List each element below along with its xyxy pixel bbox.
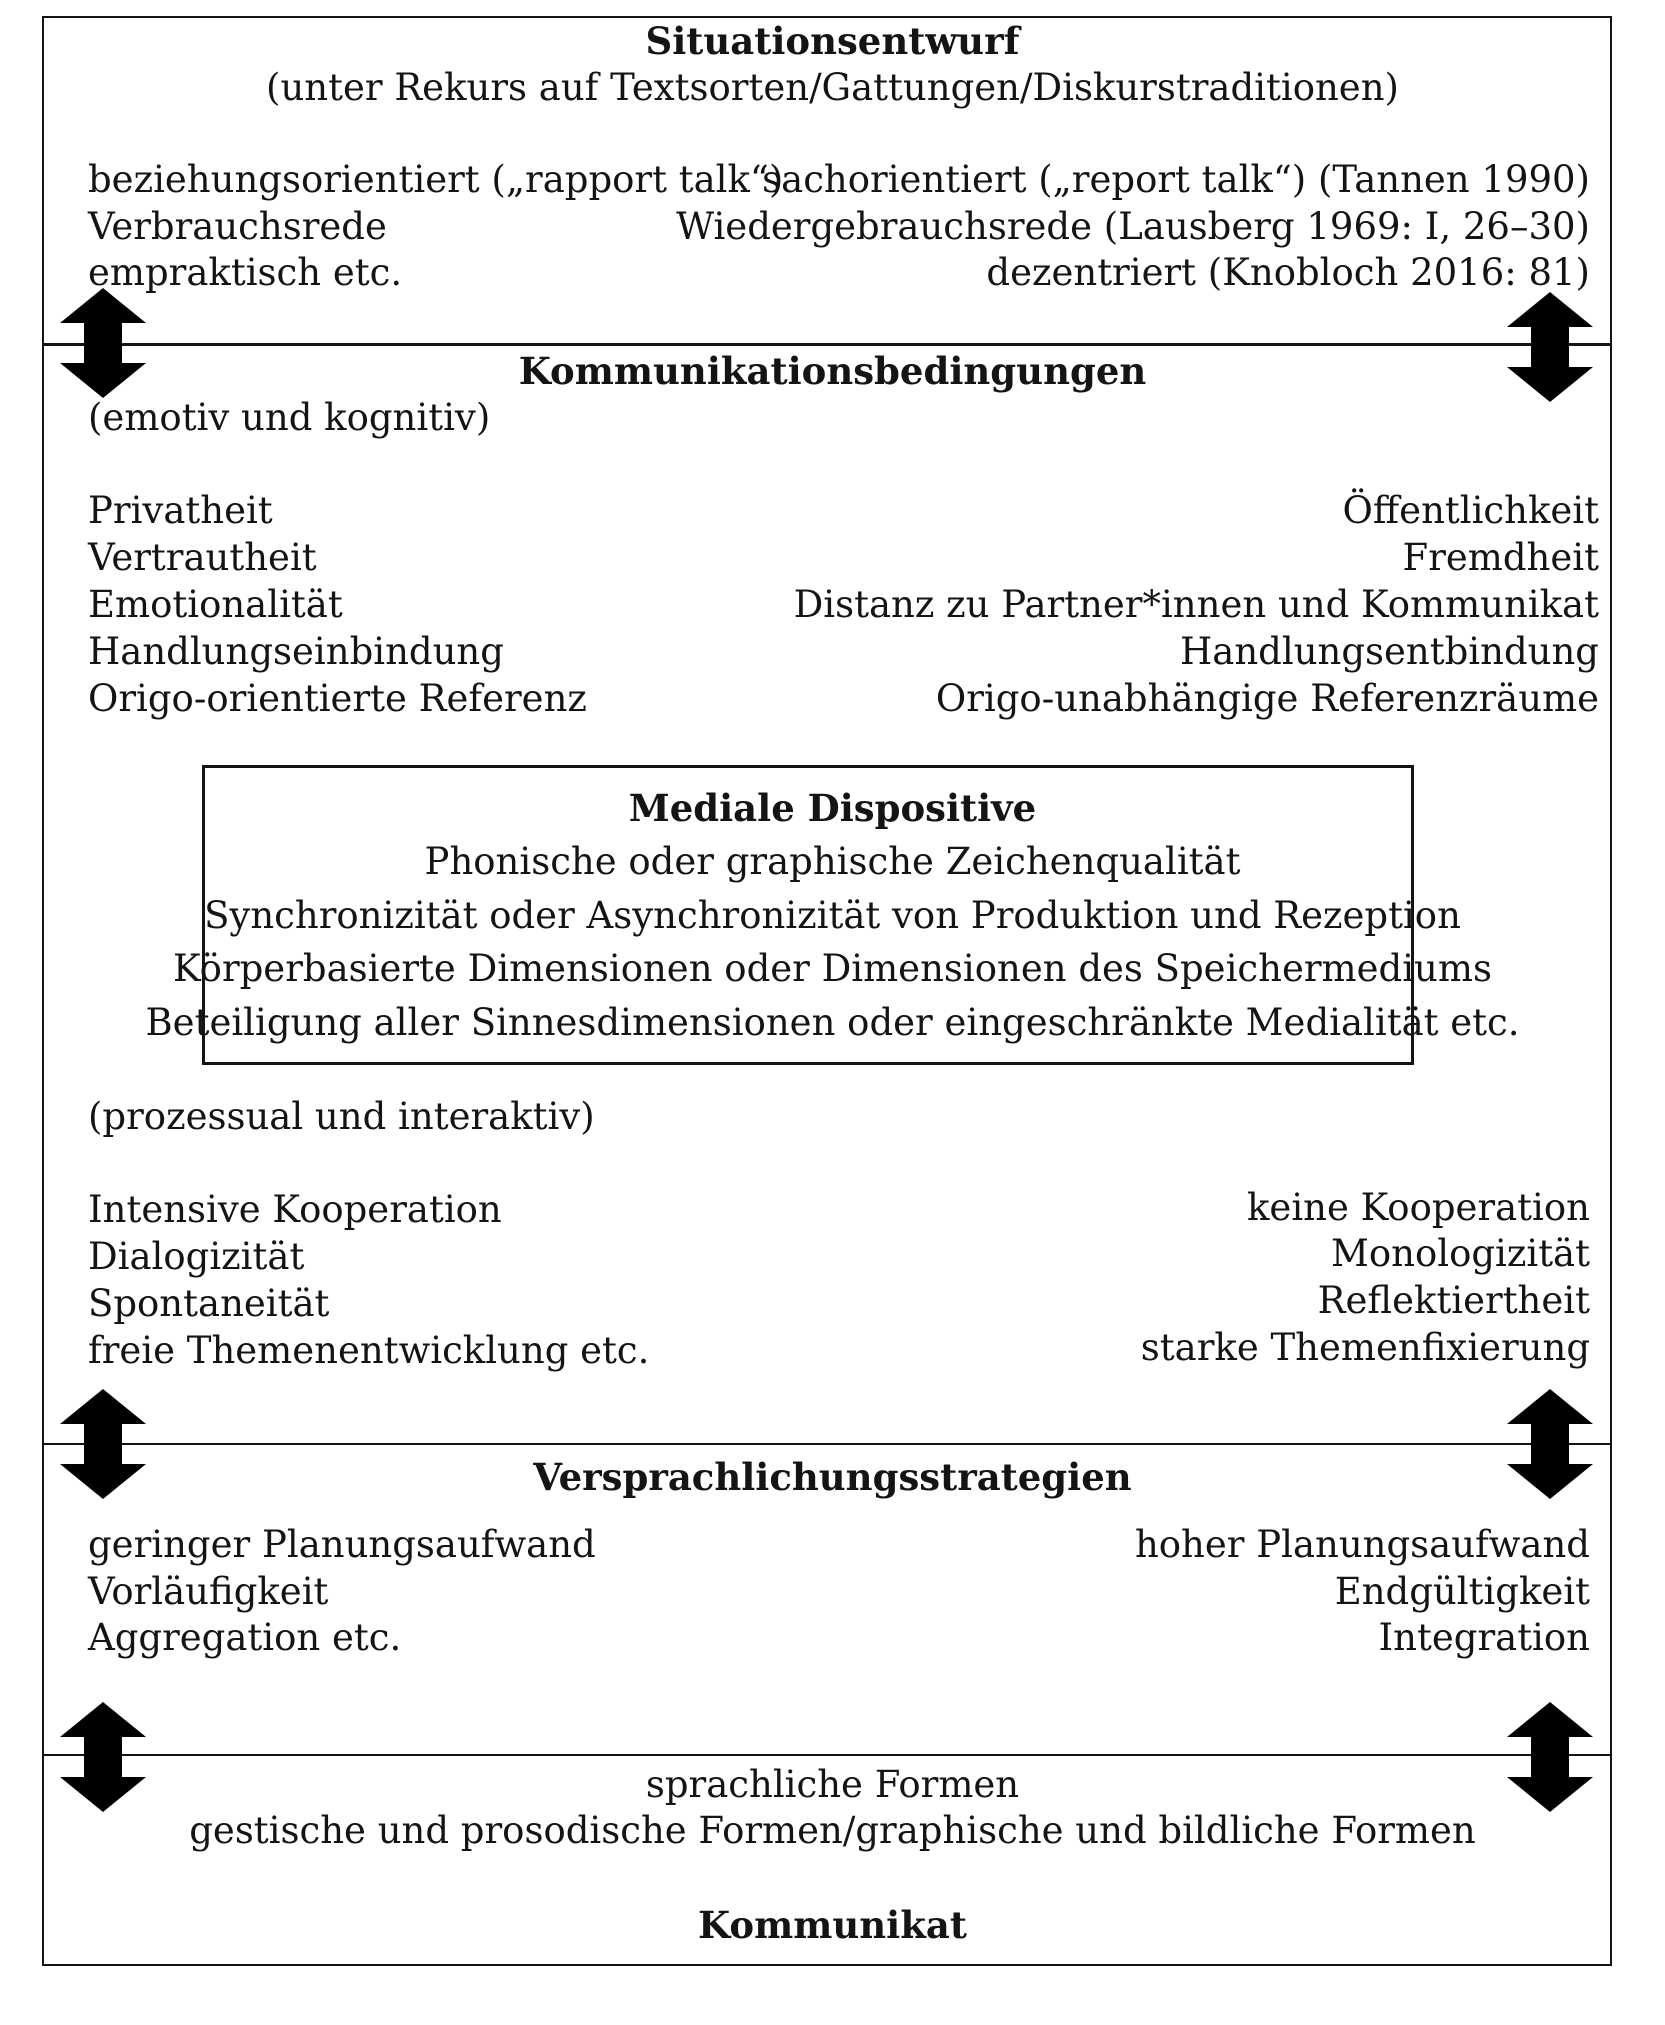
double-arrow-icon	[60, 1389, 146, 1499]
emotiv-right-item: Fremdheit	[1402, 536, 1599, 579]
divider-kommunikation-versprachlichung	[42, 1443, 1612, 1445]
emotiv-left-item: Privatheit	[88, 489, 273, 532]
prozessual-left-item: Spontaneität	[88, 1282, 330, 1325]
emotiv-right-item: Distanz zu Partner*innen und Kommunikat	[793, 583, 1599, 626]
situationsentwurf-right-item: sachorientiert („report talk“) (Tannen 1990)	[762, 158, 1590, 201]
emotiv-right-item: Origo-unabhängige Referenzräume	[935, 677, 1599, 720]
versprachlichungsstrategien-title: Versprachlichungsstrategien	[533, 1455, 1132, 1499]
situationsentwurf-left-item: empraktisch etc.	[88, 251, 403, 294]
prozessual-right-item: Reflektiertheit	[1317, 1279, 1590, 1322]
emotiv-left-item: Vertrautheit	[88, 536, 317, 579]
double-arrow-icon	[1507, 1389, 1593, 1499]
mediale-dispositive-item: Synchronizität oder Asynchronizität von Produktion und Rezeption	[204, 894, 1461, 937]
kommunikat-title: Kommunikat	[698, 1903, 967, 1947]
double-arrow-icon	[60, 1702, 146, 1812]
mediale-dispositive-item: Phonische oder graphische Zeichenqualität	[424, 840, 1241, 883]
versprachlichung-left-item: Vorläufigkeit	[88, 1570, 329, 1613]
emotiv-left-item: Emotionalität	[88, 583, 343, 626]
prozessual-right-item: Monologizität	[1330, 1232, 1590, 1275]
divider-situation-kommunikation	[42, 343, 1612, 346]
situationsentwurf-left-item: beziehungsorientiert („rapport talk“)	[88, 158, 784, 201]
divider-versprachlichung-kommunikat	[42, 1754, 1612, 1756]
versprachlichung-left-item: geringer Planungsaufwand	[88, 1523, 596, 1566]
prozessual-left-item: freie Themenentwicklung etc.	[88, 1329, 650, 1372]
situationsentwurf-left-item: Verbrauchsrede	[88, 205, 387, 248]
versprachlichung-right-item: Integration	[1378, 1616, 1590, 1659]
emotiv-right-item: Öffentlichkeit	[1342, 489, 1599, 532]
double-arrow-icon	[1507, 292, 1593, 402]
mediale-dispositive-item: Beteiligung aller Sinnesdimensionen oder eingeschränkte Medialität etc.	[145, 1001, 1520, 1044]
mediale-dispositive-item: Körperbasierte Dimensionen oder Dimensionen des Speichermediums	[173, 947, 1492, 990]
double-arrow-icon	[1507, 1702, 1593, 1812]
emotiv-right-item: Handlungsentbindung	[1180, 630, 1599, 673]
prozessual-left-item: Intensive Kooperation	[88, 1188, 502, 1231]
emotiv-left-item: Origo-orientierte Referenz	[88, 677, 587, 720]
double-arrow-icon	[60, 288, 146, 398]
emotiv-left-item: Handlungseinbindung	[88, 630, 504, 673]
kommunikat-line: sprachliche Formen	[645, 1763, 1020, 1806]
kommunikat-line: gestische und prosodische Formen/graphische und bildliche Formen	[189, 1809, 1476, 1852]
situationsentwurf-title: Situationsentwurf	[645, 19, 1020, 63]
kommunikationsbedingungen-title: Kommunikationsbedingungen	[518, 349, 1147, 393]
emotiv-kognitiv-subtitle: (emotiv und kognitiv)	[88, 396, 491, 439]
prozessual-right-item: keine Kooperation	[1247, 1186, 1590, 1229]
prozessual-left-item: Dialogizität	[88, 1235, 305, 1278]
versprachlichung-left-item: Aggregation etc.	[88, 1616, 402, 1659]
outer-frame-bottom	[42, 1964, 1612, 1966]
situationsentwurf-subtitle: (unter Rekurs auf Textsorten/Gattungen/Diskurstraditionen)	[266, 66, 1399, 109]
versprachlichung-right-item: hoher Planungsaufwand	[1134, 1523, 1590, 1566]
situationsentwurf-right-item: dezentriert (Knobloch 2016: 81)	[986, 251, 1590, 294]
prozessual-right-item: starke Themenfixierung	[1140, 1326, 1590, 1369]
situationsentwurf-right-item: Wiedergebrauchsrede (Lausberg 1969: I, 26–30)	[676, 205, 1590, 248]
versprachlichung-right-item: Endgültigkeit	[1334, 1570, 1590, 1613]
mediale-dispositive-title: Mediale Dispositive	[628, 786, 1037, 830]
prozessual-interaktiv-subtitle: (prozessual und interaktiv)	[88, 1095, 595, 1138]
